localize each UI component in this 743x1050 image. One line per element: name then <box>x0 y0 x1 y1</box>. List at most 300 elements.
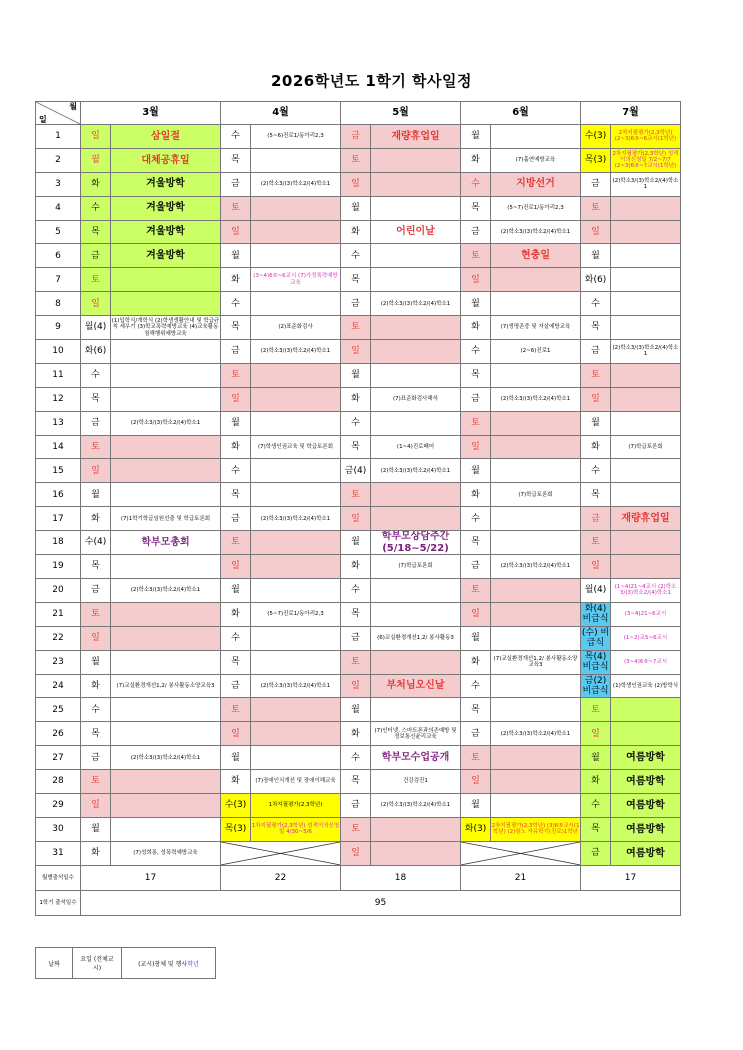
weekday-cell: 수 <box>341 579 371 603</box>
weekday-cell: 목 <box>341 268 371 292</box>
calendar-row <box>36 579 681 603</box>
calendar-row <box>36 244 681 268</box>
event-cell: (2)학소3/(3)학소2/(4)학소1 <box>111 411 221 435</box>
day-number: 18 <box>36 531 81 555</box>
day-number: 11 <box>36 363 81 387</box>
event-cell <box>251 626 341 650</box>
weekday-cell: 수 <box>461 674 491 698</box>
event-cell <box>611 316 681 340</box>
event-cell <box>491 531 581 555</box>
weekday-cell: 월 <box>221 244 251 268</box>
weekday-cell: 화 <box>461 316 491 340</box>
event-cell: 대체공휴일 <box>111 148 221 172</box>
weekday-cell: 일 <box>81 125 111 149</box>
event-cell: (2)학소3/(3)학소2/(4)학소1 <box>251 507 341 531</box>
day-number: 7 <box>36 268 81 292</box>
calendar-row <box>36 698 681 722</box>
event-cell: (2)학소3/(3)학소2/(4)학소1 <box>371 292 461 316</box>
calendar-body <box>36 125 681 866</box>
weekday-cell: 토 <box>341 316 371 340</box>
month-header: 4월 <box>221 102 341 125</box>
weekday-cell: 화 <box>461 650 491 674</box>
event-cell: (2)학소3/(3)학소2/(4)학소1 <box>111 579 221 603</box>
calendar-row <box>36 148 681 172</box>
event-cell <box>611 220 681 244</box>
event-cell <box>111 387 221 411</box>
event-cell <box>491 292 581 316</box>
weekday-cell: 금 <box>341 292 371 316</box>
weekday-cell: 토 <box>341 483 371 507</box>
weekday-cell: 토 <box>221 698 251 722</box>
weekday-cell: 월 <box>461 794 491 818</box>
weekday-cell: 토 <box>461 244 491 268</box>
weekday-cell: 목(3) <box>581 148 611 172</box>
weekday-cell: 토 <box>221 531 251 555</box>
weekday-cell: 일 <box>81 459 111 483</box>
weekday-cell: 금 <box>221 507 251 531</box>
event-cell <box>251 555 341 579</box>
event-cell <box>111 626 221 650</box>
event-cell <box>491 746 581 770</box>
event-cell <box>491 435 581 459</box>
event-cell: 겨울방학 <box>111 220 221 244</box>
event-cell <box>251 579 341 603</box>
event-cell <box>371 268 461 292</box>
weekday-cell: 월 <box>581 746 611 770</box>
day-number: 14 <box>36 435 81 459</box>
weekday-cell: 화 <box>341 220 371 244</box>
weekday-cell: 수 <box>81 698 111 722</box>
day-number: 20 <box>36 579 81 603</box>
day-number: 31 <box>36 841 81 865</box>
academic-calendar-table <box>35 101 681 916</box>
weekday-cell: 일 <box>221 387 251 411</box>
event-cell <box>371 698 461 722</box>
weekday-cell: 월 <box>461 292 491 316</box>
event-cell: (7)생명존중 및 자살예방교육 <box>491 316 581 340</box>
weekday-cell: 금 <box>221 340 251 364</box>
monthly-attendance-value: 18 <box>341 865 461 890</box>
day-number: 22 <box>36 626 81 650</box>
day-number: 19 <box>36 555 81 579</box>
weekday-cell: 수 <box>341 746 371 770</box>
event-cell <box>491 411 581 435</box>
event-cell <box>371 507 461 531</box>
weekday-cell: 화(6) <box>81 340 111 364</box>
event-cell: (7)인터넷, 스마트폰과의존예방 및 정보통신윤리교육 <box>371 722 461 746</box>
event-cell <box>611 722 681 746</box>
day-number: 8 <box>36 292 81 316</box>
calendar-row <box>36 340 681 364</box>
weekday-cell: 토 <box>461 411 491 435</box>
event-cell: (1)학생인권교육 (2)방학식 <box>611 674 681 698</box>
event-cell: (7)1학기학급임원선출 및 학급토론회 <box>111 507 221 531</box>
weekday-cell: 목(4) 비급식 <box>582 651 609 673</box>
event-cell <box>491 125 581 149</box>
event-cell: 현충일 <box>491 244 581 268</box>
event-cell <box>111 459 221 483</box>
weekday-cell: 월 <box>581 244 611 268</box>
weekday-cell: 화 <box>81 841 111 865</box>
calendar-row <box>36 435 681 459</box>
event-cell: 여름방학 <box>611 841 681 865</box>
weekday-cell: 일 <box>461 268 491 292</box>
weekday-cell: 금(4) <box>341 459 371 483</box>
event-cell: (2)학소3/(3)학소2/(4)학소1 <box>371 459 461 483</box>
day-number: 28 <box>36 770 81 794</box>
event-cell <box>111 698 221 722</box>
monthly-attendance-value: 17 <box>81 865 221 890</box>
calendar-row <box>36 316 681 340</box>
event-cell: (7)학생인권교육 및 학급토론회 <box>251 435 341 459</box>
day-number: 4 <box>36 196 81 220</box>
calendar-row <box>36 602 681 626</box>
day-number: 13 <box>36 411 81 435</box>
event-cell: (7)흡연예방교육 <box>491 148 581 172</box>
weekday-cell: 목 <box>581 817 611 841</box>
event-cell: 어린이날 <box>371 220 461 244</box>
weekday-cell: 수 <box>221 292 251 316</box>
weekday-cell: 일 <box>341 507 371 531</box>
weekday-cell: 금 <box>461 722 491 746</box>
event-cell <box>111 435 221 459</box>
calendar-row <box>36 196 681 220</box>
weekday-cell: 화 <box>341 387 371 411</box>
weekday-cell: 토 <box>81 435 111 459</box>
event-cell: (7)학급토론회 <box>611 435 681 459</box>
event-cell: (2)학소3/(3)학소2/(4)학소1 <box>251 340 341 364</box>
weekday-cell: 화(4) 비급식 <box>582 604 609 625</box>
event-cell <box>491 579 581 603</box>
event-cell: (7)표준화검사해석 <box>371 387 461 411</box>
event-cell <box>611 555 681 579</box>
event-cell: 여름방학 <box>611 794 681 818</box>
event-cell <box>491 507 581 531</box>
weekday-cell: 토 <box>581 363 611 387</box>
event-cell: 여름방학 <box>611 770 681 794</box>
weekday-cell: 수 <box>581 794 611 818</box>
weekday-cell: 목 <box>461 363 491 387</box>
day-number: 15 <box>36 459 81 483</box>
weekday-cell: 목 <box>81 722 111 746</box>
event-cell <box>611 387 681 411</box>
event-cell: (5~7)진로1/동아리2,3 <box>491 196 581 220</box>
weekday-cell: 금 <box>341 626 371 650</box>
event-cell <box>111 555 221 579</box>
weekday-cell: 금 <box>581 841 611 865</box>
calendar-row <box>36 674 681 698</box>
weekday-cell: 월 <box>81 650 111 674</box>
event-cell <box>251 483 341 507</box>
day-number: 29 <box>36 794 81 818</box>
weekday-cell: 목 <box>581 483 611 507</box>
nonexistent-date-cell <box>461 841 581 865</box>
weekday-cell: 수 <box>341 411 371 435</box>
event-cell <box>111 650 221 674</box>
weekday-cell: 토 <box>221 196 251 220</box>
weekday-cell: 화 <box>81 507 111 531</box>
weekday-cell: 수 <box>221 125 251 149</box>
event-cell: (2)학소3/(3)학소2/(4)학소1 <box>491 220 581 244</box>
calendar-row <box>36 770 681 794</box>
weekday-cell: 금 <box>81 244 111 268</box>
weekday-cell: 월 <box>81 483 111 507</box>
corner-month-label: 월 <box>69 102 77 111</box>
weekday-cell: 목 <box>581 316 611 340</box>
weekday-cell: 목 <box>221 483 251 507</box>
event-cell: (3~4)6⑤~6교시 (7)가정폭력예방교육 <box>251 268 341 292</box>
day-number: 24 <box>36 674 81 698</box>
weekday-cell: 금 <box>81 411 111 435</box>
weekday-cell: 수 <box>81 196 111 220</box>
event-cell: (2)학소3/(3)학소2/(4)학소1 <box>491 387 581 411</box>
event-cell <box>371 411 461 435</box>
weekday-cell: 일 <box>581 722 611 746</box>
event-cell: 겨울방학 <box>111 196 221 220</box>
weekday-cell: 토 <box>81 770 111 794</box>
weekday-cell: 월 <box>341 531 371 555</box>
event-cell <box>371 316 461 340</box>
event-cell: (2)학소3/(3)학소2/(4)학소1 <box>251 172 341 196</box>
weekday-cell: 수 <box>581 292 611 316</box>
calendar-row <box>36 817 681 841</box>
event-cell <box>491 626 581 650</box>
weekday-cell: 목 <box>341 770 371 794</box>
weekday-cell: 수 <box>461 172 491 196</box>
calendar-row <box>36 531 681 555</box>
month-header: 6월 <box>461 102 581 125</box>
event-cell: 겨울방학 <box>111 244 221 268</box>
day-number: 1 <box>36 125 81 149</box>
day-number: 26 <box>36 722 81 746</box>
event-cell <box>611 698 681 722</box>
weekday-cell: 목(3) <box>221 817 251 841</box>
header-corner <box>36 102 81 125</box>
weekday-cell: 일 <box>461 770 491 794</box>
weekday-cell: 목 <box>81 220 111 244</box>
calendar-row <box>36 483 681 507</box>
weekday-cell: 금 <box>221 674 251 698</box>
day-number: 25 <box>36 698 81 722</box>
weekday-cell: 일 <box>81 626 111 650</box>
event-cell <box>611 244 681 268</box>
event-cell <box>371 602 461 626</box>
weekday-cell: 일 <box>461 602 491 626</box>
monthly-attendance-label: 월별출석일수 <box>36 865 81 890</box>
weekday-cell: 토 <box>341 148 371 172</box>
calendar-row <box>36 650 681 674</box>
event-cell: (3~4)6⑤~7교시 <box>611 650 681 674</box>
weekday-cell: 화 <box>221 602 251 626</box>
weekday-cell: 월 <box>341 196 371 220</box>
weekday-cell: 토 <box>341 817 371 841</box>
weekday-cell: 토 <box>461 579 491 603</box>
weekday-cell: 수(3) <box>581 125 611 149</box>
event-cell: 건강검진1 <box>371 770 461 794</box>
weekday-cell: 금 <box>461 387 491 411</box>
weekday-cell: 금 <box>461 555 491 579</box>
event-cell <box>371 650 461 674</box>
event-cell <box>111 292 221 316</box>
weekday-cell: 일 <box>221 722 251 746</box>
legend-grade-text: 학년 <box>187 960 199 968</box>
day-number: 6 <box>36 244 81 268</box>
legend-event-text: (교시)창체 및 행사 <box>138 960 188 968</box>
event-cell <box>611 363 681 387</box>
event-cell <box>251 531 341 555</box>
event-cell: 재량휴업일 <box>371 125 461 149</box>
event-cell: (3~4)21~6교시 <box>611 602 681 626</box>
event-cell <box>111 483 221 507</box>
weekday-cell: 금 <box>81 579 111 603</box>
weekday-cell: 월 <box>461 459 491 483</box>
weekday-cell: 금 <box>81 746 111 770</box>
event-cell: 지방선거 <box>491 172 581 196</box>
weekday-cell: 화 <box>221 435 251 459</box>
day-number: 23 <box>36 650 81 674</box>
event-cell: 1차지필평가(2,3학년) 성적이의신청일 4/30~5/6 <box>251 817 341 841</box>
monthly-attendance-value: 21 <box>461 865 581 890</box>
legend-weekday: 요일 (전체교시) <box>73 948 122 979</box>
weekday-cell: 일 <box>341 674 371 698</box>
weekday-cell: 일 <box>341 172 371 196</box>
event-cell: (7)학급토론회 <box>491 483 581 507</box>
event-cell: (7)교실환경개선1,2/ 봉사활동소양교육3 <box>491 650 581 674</box>
event-cell <box>491 268 581 292</box>
weekday-cell: 화 <box>581 770 611 794</box>
event-cell: (7)학급토론회 <box>371 555 461 579</box>
event-cell: 2차지필평가(2,3학년) (2~3)6⑤~6교시(1학년) <box>611 125 681 149</box>
month-header: 7월 <box>581 102 681 125</box>
weekday-cell: 토 <box>81 602 111 626</box>
event-cell <box>611 531 681 555</box>
calendar-row <box>36 363 681 387</box>
event-cell <box>251 148 341 172</box>
event-cell <box>371 363 461 387</box>
weekday-cell: 월 <box>461 125 491 149</box>
weekday-cell: 월 <box>461 626 491 650</box>
event-cell: (2)학소3/(3)학소2/(4)학소1 <box>111 746 221 770</box>
weekday-cell: 금 <box>581 172 611 196</box>
month-header: 5월 <box>341 102 461 125</box>
event-cell <box>251 387 341 411</box>
weekday-cell: 토 <box>581 531 611 555</box>
weekday-cell: 수 <box>221 626 251 650</box>
event-cell <box>111 340 221 364</box>
weekday-cell: 목 <box>341 602 371 626</box>
weekday-cell: 수 <box>581 459 611 483</box>
event-cell <box>111 817 221 841</box>
weekday-cell: 금 <box>581 340 611 364</box>
event-cell <box>371 172 461 196</box>
event-cell: 부처님오신날 <box>371 674 461 698</box>
weekday-cell: 일 <box>581 220 611 244</box>
weekday-cell: 토 <box>81 268 111 292</box>
day-number: 21 <box>36 602 81 626</box>
event-cell: 학부모수업공개 <box>371 746 461 770</box>
calendar-row <box>36 507 681 531</box>
month-header: 3월 <box>81 102 221 125</box>
calendar-row <box>36 555 681 579</box>
event-cell <box>611 459 681 483</box>
day-number: 9 <box>36 316 81 340</box>
event-cell <box>251 244 341 268</box>
weekday-cell: 목 <box>81 387 111 411</box>
weekday-cell: 목 <box>461 196 491 220</box>
monthly-attendance-value: 22 <box>221 865 341 890</box>
event-cell: (2)학소3/(3)학소2/(4)학소1 <box>491 555 581 579</box>
weekday-cell: (수) 비급식 <box>581 627 610 649</box>
event-cell <box>251 698 341 722</box>
event-cell <box>371 196 461 220</box>
weekday-cell: 화 <box>461 148 491 172</box>
weekday-cell: 목 <box>221 650 251 674</box>
day-number: 16 <box>36 483 81 507</box>
event-cell: 1차지필평가(2,3학년) <box>251 794 341 818</box>
weekday-cell: 수(4) <box>81 531 111 555</box>
event-cell: (2)표준화검사 <box>251 316 341 340</box>
weekday-cell: 일 <box>581 387 611 411</box>
weekday-cell: 화 <box>221 770 251 794</box>
event-cell <box>371 579 461 603</box>
weekday-cell: 화 <box>341 555 371 579</box>
event-cell: (2)학소3/(3)학소2/(4)학소1 <box>371 794 461 818</box>
weekday-cell: 일 <box>81 292 111 316</box>
event-cell: 2차지필평가(2,3학년) 성적이의신청일 7/2~7/7 (2~3)6⑤~7교시(1학년) <box>611 148 681 172</box>
weekday-cell: 월 <box>341 363 371 387</box>
event-cell <box>491 459 581 483</box>
weekday-cell: 금 <box>341 125 371 149</box>
event-cell: 재량휴업일 <box>611 507 681 531</box>
event-cell: (7)장애인식개선 및 장애이해교육 <box>251 770 341 794</box>
weekday-cell: 화 <box>581 435 611 459</box>
event-cell <box>251 363 341 387</box>
calendar-row <box>36 172 681 196</box>
event-cell <box>611 483 681 507</box>
event-cell: (1~4)21~4교시 (2)학소3/(3)학소2/(4)학소1 <box>611 579 681 603</box>
event-cell <box>611 292 681 316</box>
event-cell: (5~6)진로1/동아리2,3 <box>251 125 341 149</box>
weekday-cell: 일 <box>221 555 251 579</box>
weekday-cell: 월(4) <box>81 316 111 340</box>
event-cell <box>491 674 581 698</box>
corner-day-label: 일 <box>39 114 47 124</box>
event-cell <box>611 411 681 435</box>
event-cell: (5~7)진로1/동아리2,3 <box>251 602 341 626</box>
day-number: 27 <box>36 746 81 770</box>
day-number: 10 <box>36 340 81 364</box>
event-cell <box>111 794 221 818</box>
calendar-row <box>36 841 681 865</box>
weekday-cell: 일 <box>81 794 111 818</box>
event-cell: (2)학소3/(3)학소2/(4)학소1 <box>611 172 681 196</box>
weekday-cell: 토 <box>221 363 251 387</box>
event-cell <box>251 650 341 674</box>
event-cell <box>111 268 221 292</box>
event-cell: (7)교실환경개선1,2/ 봉사활동소양교육3 <box>111 674 221 698</box>
event-cell: 학부모총회 <box>111 531 221 555</box>
event-cell <box>371 340 461 364</box>
event-cell <box>491 363 581 387</box>
day-number: 30 <box>36 817 81 841</box>
weekday-cell: 목 <box>341 435 371 459</box>
weekday-cell: 금(2) 비급식 <box>582 675 609 697</box>
event-cell <box>251 722 341 746</box>
weekday-cell: 월 <box>341 698 371 722</box>
event-cell <box>251 292 341 316</box>
event-cell <box>251 220 341 244</box>
day-number: 5 <box>36 220 81 244</box>
